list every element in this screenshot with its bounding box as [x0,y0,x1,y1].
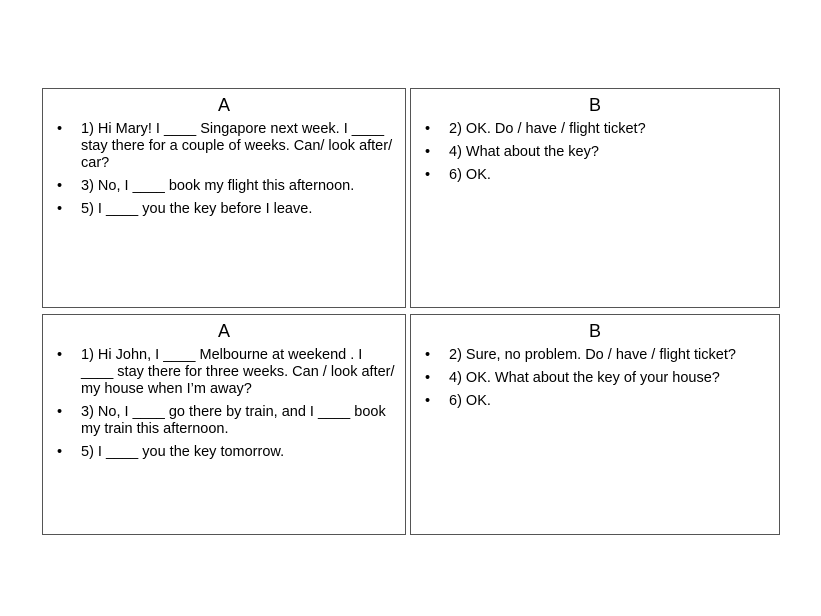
list-item [43,178,405,195]
item-text: 5) I ____ you the key before I leave. [81,201,313,217]
list-item [43,201,405,218]
dialogue-list [43,121,405,218]
item-text: 1) Hi Mary! I ____ Singapore next week. I ____ stay there for a couple of weeks. Can/ look after/ car? [81,121,393,171]
item-text: 2) OK. Do / have / flight ticket? [449,121,646,137]
item-text: 1) Hi John, I ____ Melbourne at weekend . I ____ stay there for three weeks. Can / look after/ my house when I’m away? [81,347,395,397]
list-item [43,404,405,438]
card-title: A [217,321,230,341]
card-title: A [217,95,230,115]
bullet-icon: • [57,444,63,460]
bullet-icon: • [425,121,431,137]
item-text: 6) OK. [449,393,491,409]
bullet-icon: • [57,347,63,363]
item-text: 3) No, I ____ book my flight this afternoon. [81,178,355,194]
card-a-top [42,88,406,308]
item-text: 4) What about the key? [449,144,599,160]
list-item [43,121,405,172]
list-item [43,444,405,461]
item-text: 3) No, I ____ go there by train, and I ____ book my train this afternoon. [81,404,386,437]
dialogue-list [411,347,779,410]
list-item [411,370,779,387]
card-a-bottom [42,314,406,535]
bullet-icon: • [425,167,431,183]
dialogue-list [43,347,405,461]
list-item [411,144,779,161]
list-item [411,393,779,410]
card-title: B [588,321,601,341]
card-b-top [410,88,780,308]
bullet-icon: • [425,144,431,160]
item-text: 5) I ____ you the key tomorrow. [81,444,285,460]
card-title: B [588,95,601,115]
dialogue-list [411,121,779,184]
card-b-bottom [410,314,780,535]
list-item [411,167,779,184]
list-item [43,347,405,398]
bullet-icon: • [57,404,63,420]
list-item [411,121,779,138]
list-item [411,347,779,364]
item-text: 6) OK. [449,167,491,183]
item-text: 2) Sure, no problem. Do / have / flight ticket? [449,347,736,363]
bullet-icon: • [425,347,431,363]
bullet-icon: • [57,201,63,217]
bullet-icon: • [425,370,431,386]
bullet-icon: • [425,393,431,409]
bullet-icon: • [57,178,63,194]
item-text: 4) OK. What about the key of your house? [449,370,720,386]
bullet-icon: • [57,121,63,137]
